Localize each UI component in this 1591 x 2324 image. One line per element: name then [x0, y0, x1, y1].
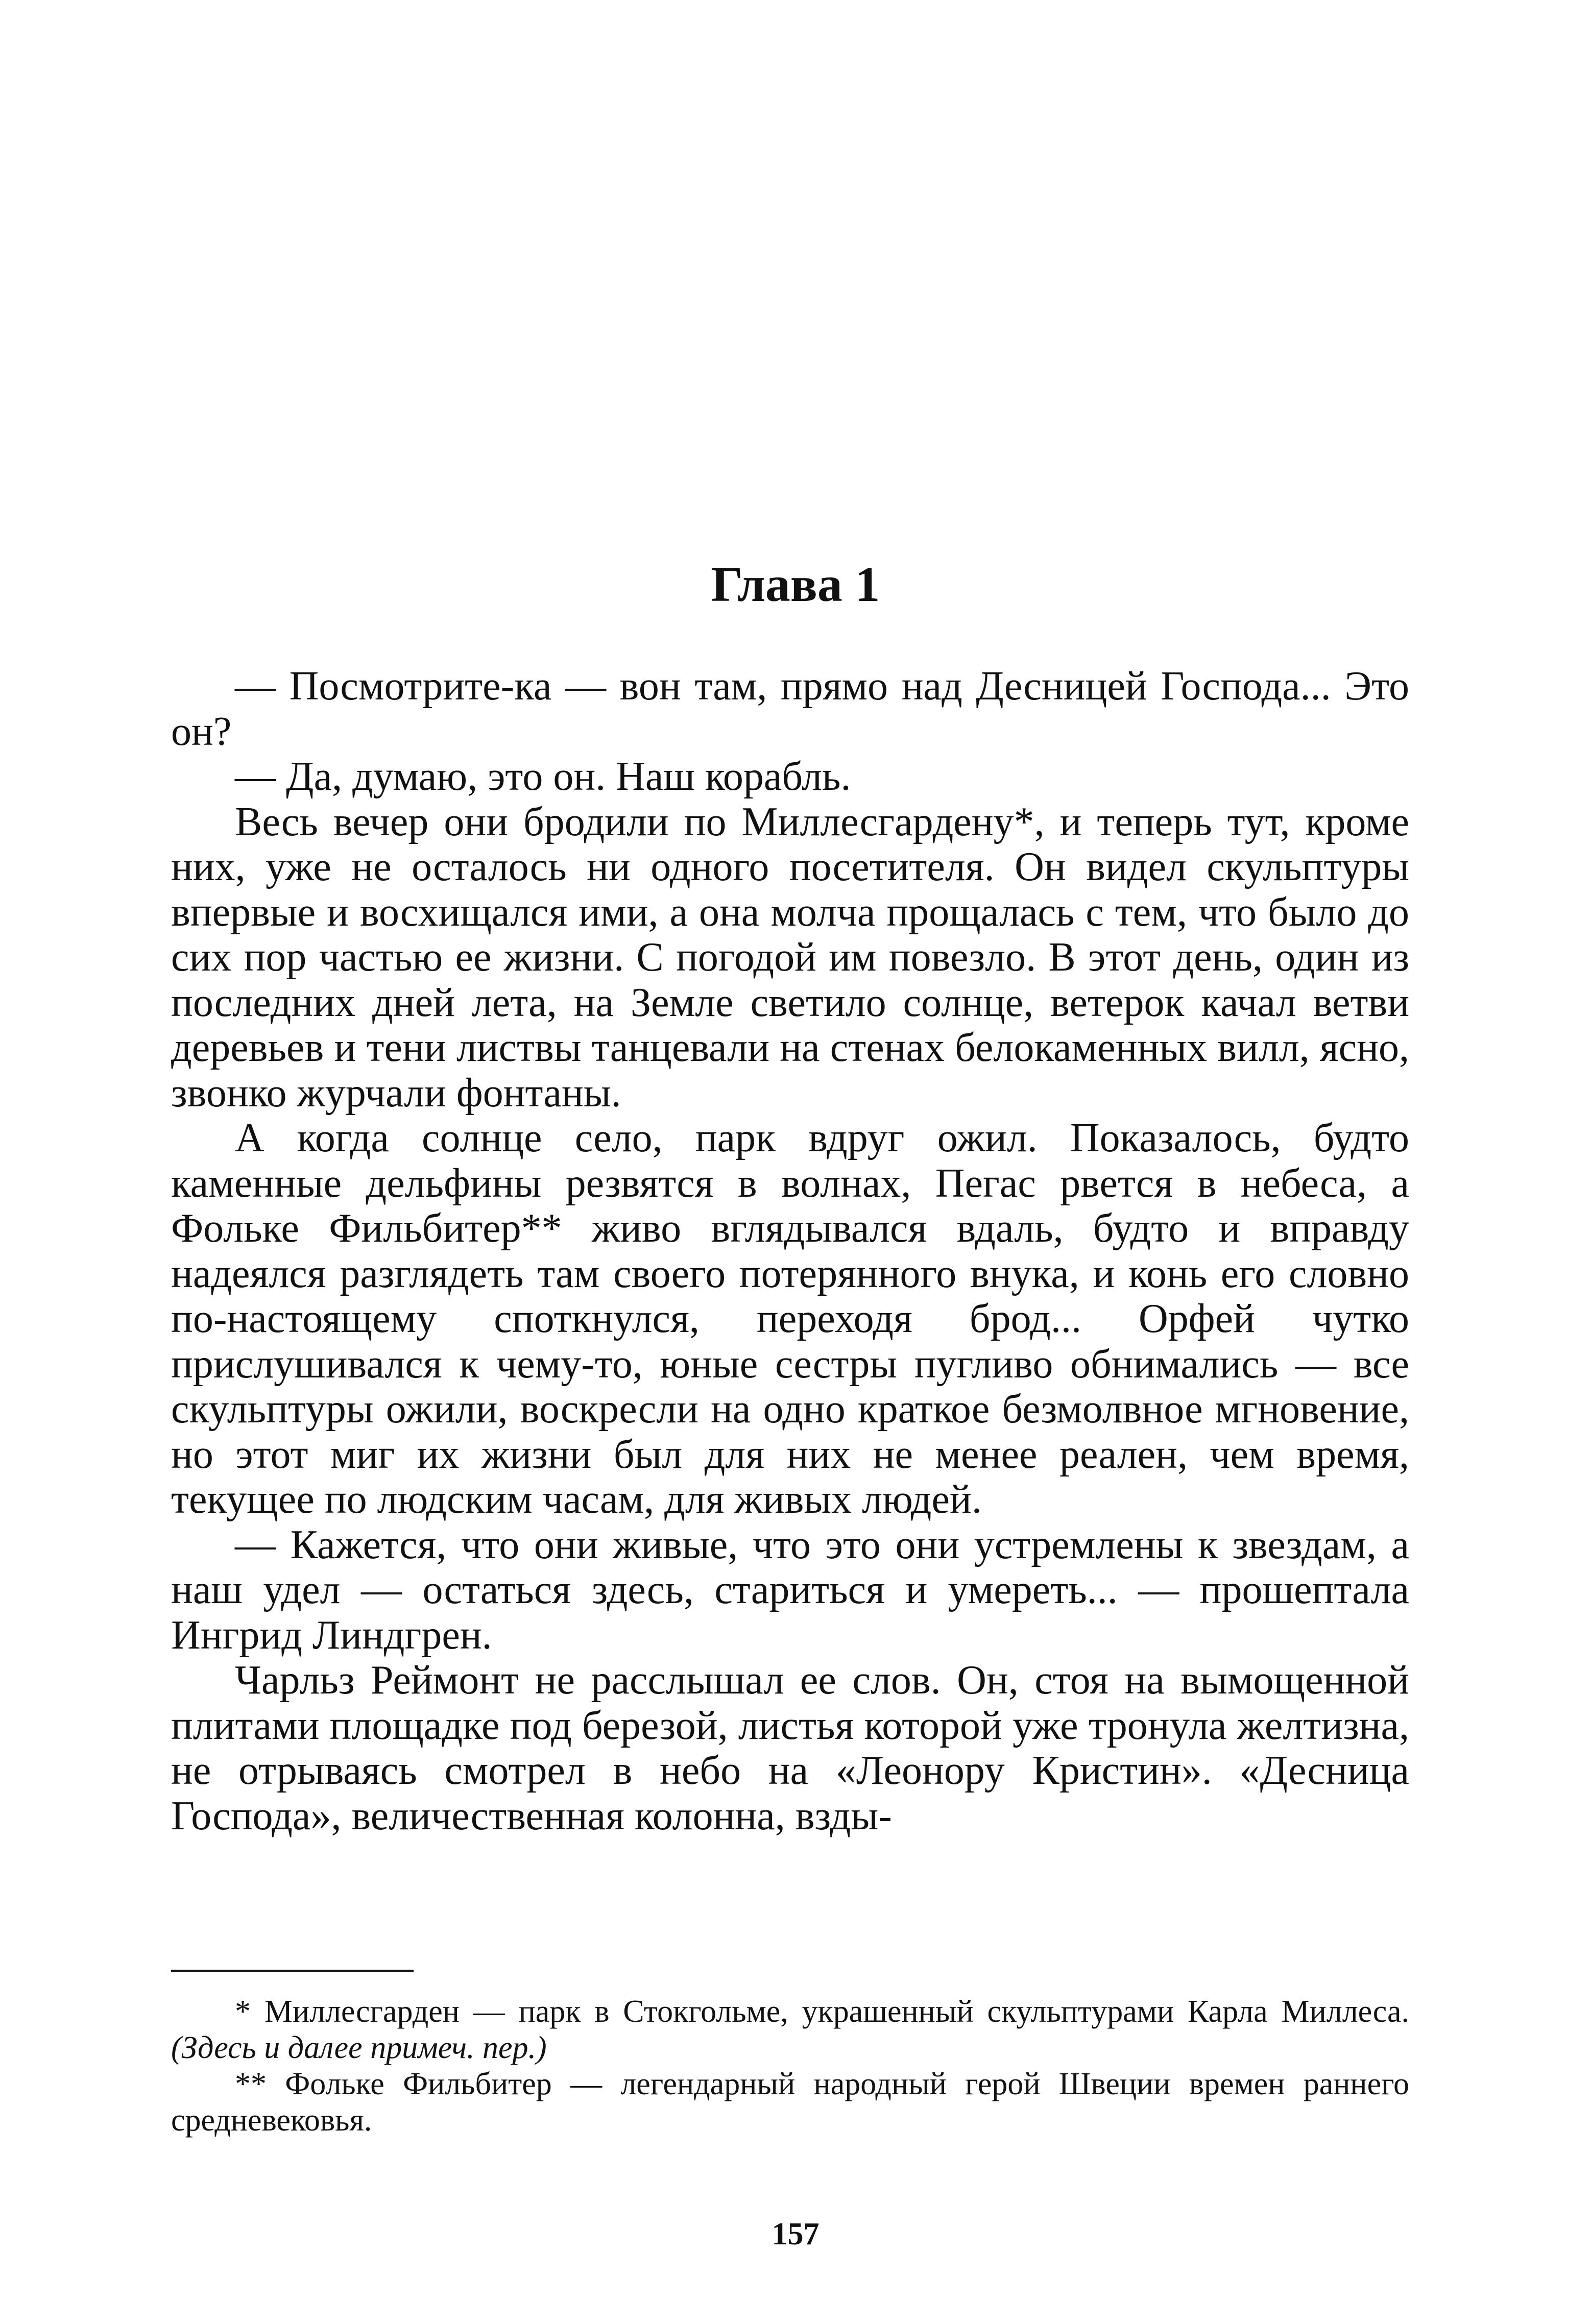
- footnote-divider: [171, 1970, 414, 1972]
- paragraph-3: Весь вечер они бродили по Миллесгардену*, и теперь тут, кроме них, уже не осталось ни одного посетителя. Он видел скульптуры впервые и восхищался ими, а она молча прощалась с тем, что было до сих пор частью ее жизни. С погодой им повезло. В этот день, один из последних дней лета, на Земле светило солнце, ветерок качал ветви деревьев и тени листвы танцевали на стенах белокаменных вилл, ясно, звонко журчали фонтаны.: [171, 799, 1409, 1116]
- paragraph-2: — Да, думаю, это он. Наш корабль.: [235, 754, 851, 799]
- paragraph-5: — Кажется, что они живые, что это они устремлены к звездам, а наш удел — остаться здесь, стариться и умереть... — прошептала Ингрид Линдгрен.: [171, 1522, 1409, 1658]
- chapter-title: Глава 1: [711, 557, 880, 612]
- paragraph-4: А когда солнце село, парк вдруг ожил. Показалось, будто каменные дельфины резвятся в волнах, Пегас рвется в небеса, а Фольке Фильбитер** живо вглядывался вдаль, будто и вправду надеялся разглядеть там своего потерянного внука, и конь его словно по-настоящему споткнулся, переходя брод... Орфей чутко прислушивался к чему-то, юные сестры пугливо обнимались — все скульптуры ожили, воскресли на одно краткое безмолвное мгновение, но этот миг их жизни был для них не менее реален, чем время, текущее по людским часам, для живых людей.: [171, 1116, 1409, 1522]
- footnote-1: [171, 1994, 1409, 2066]
- paragraph-6: Чарльз Реймонт не расслышал ее слов. Он, стоя на вымощенной плитами площадке под березой, листья которой уже тронула желтизна, не отрываясь смотрел в небо на «Леонору Кристин». «Десница Господа», величественная колонна, взды-: [171, 1658, 1409, 1838]
- footnotes: [171, 1994, 1409, 2139]
- footnote-1-text: * Миллесгарден — парк в Стокгольме, украшенный скульптурами Карла Миллеса.: [235, 1994, 1409, 2029]
- body-text: [171, 664, 1409, 1838]
- footnote-2: ** Фольке Фильбитер — легендарный народный герой Швеции времен раннего средневековья.: [171, 2067, 1409, 2138]
- paragraph-1: — Посмотрите-ка — вон там, прямо над Десницей Господа... Это он?: [171, 664, 1409, 754]
- footnote-1-translator-note: (Здесь и далее примеч. пер.): [171, 2030, 547, 2065]
- page-number: 157: [772, 2217, 819, 2252]
